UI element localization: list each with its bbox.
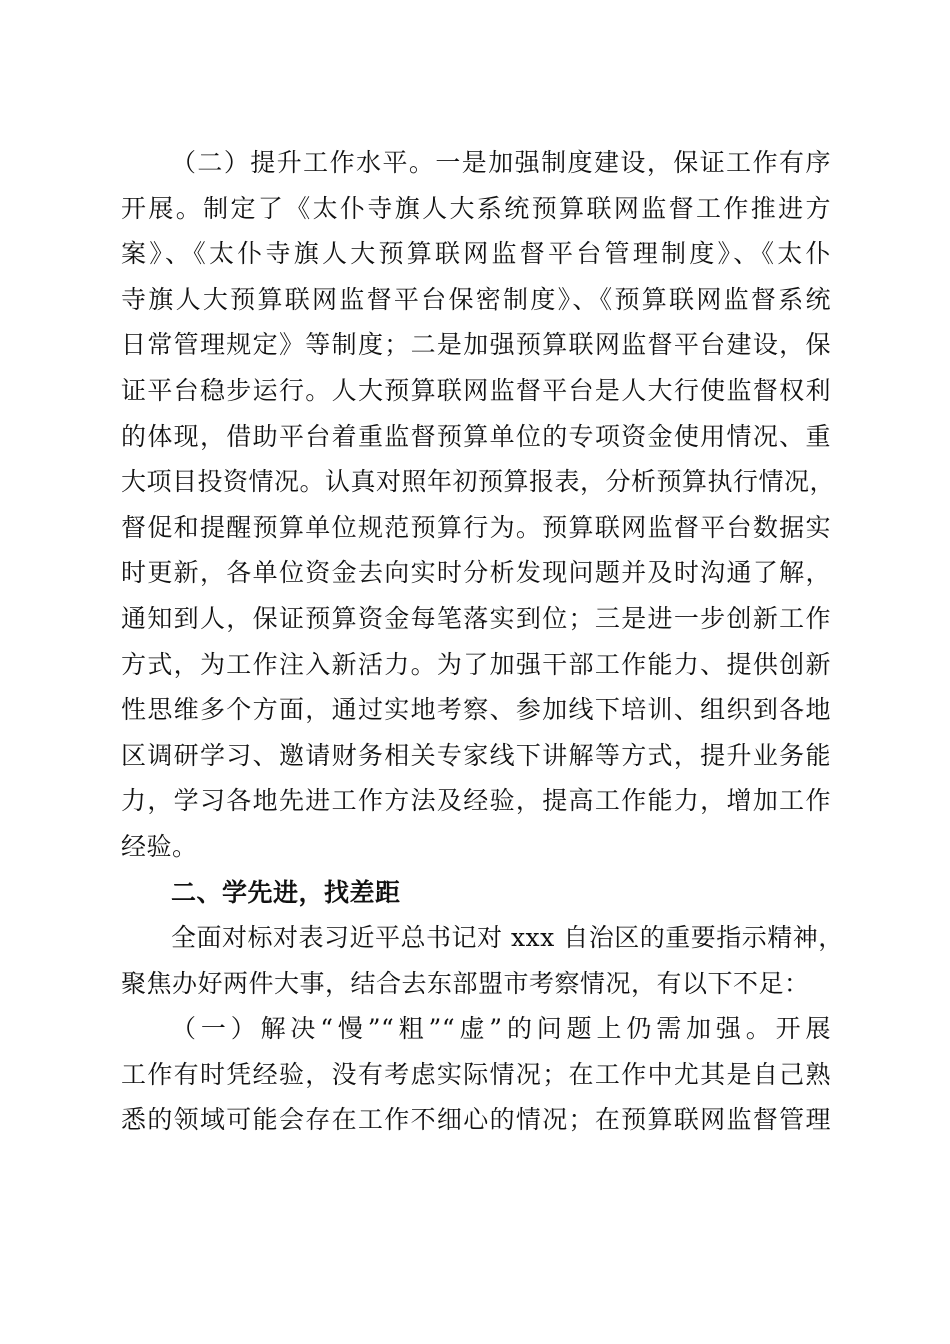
paragraph-line: 悉的领域可能会存在工作不细心的情况；在预算联网监督管理: [121, 1105, 831, 1135]
paragraph-line: 通知到人，保证预算资金每笔落实到位；三是进一步创新工作: [121, 603, 831, 633]
paragraph-benchmarking: [121, 915, 844, 1006]
paragraph-line: 性思维多个方面，通过实地考察、参加线下培训、组织到各地: [121, 695, 831, 725]
paragraph-line: 大项目投资情况。认真对照年初预算报表，分析预算执行情况，: [121, 467, 836, 497]
paragraph-line: 寺旗人大预算联网监督平台保密制度》、《预算联网监督系统: [121, 284, 831, 314]
paragraph-line: 的体现，借助平台着重监督预算单位的专项资金使用情况、重: [121, 421, 831, 451]
paragraph-line: 开展。制定了《太仆寺旗人大系统预算联网监督工作推进方: [121, 193, 831, 223]
paragraph-line: 经验。: [121, 831, 198, 861]
paragraph-line: （二）提升工作水平。一是加强制度建设，保证工作有序: [171, 148, 831, 177]
paragraph-line: 案》、《太仆寺旗人大预算联网监督平台管理制度》、《太仆: [121, 239, 831, 269]
paragraph-line: 全面对标对表习近平总书记对 xxx 自治区的重要指示精神，: [171, 923, 844, 953]
paragraph-line: 证平台稳步运行。人大预算联网监督平台是人大行使监督权利: [121, 375, 831, 405]
document-body: [121, 140, 844, 1143]
paragraph-line: 日常管理规定》等制度；二是加强预算联网监督平台建设，保: [121, 330, 831, 360]
paragraph-improve-work-level: [121, 140, 836, 870]
paragraph-line: 聚焦办好两件大事，结合去东部盟市考察情况，有以下不足：: [121, 968, 810, 998]
paragraph-line: 工作有时凭经验，没有考虑实际情况；在工作中尤其是自己熟: [121, 1059, 831, 1089]
paragraph-line: （一）解决“慢”“粗”“虚”的问题上仍需加强。开展: [171, 1014, 831, 1044]
paragraph-line: 督促和提醒预算单位规范预算行为。预算联网监督平台数据实: [121, 512, 831, 542]
paragraph-line: 力，学习各地先进工作方法及经验，提高工作能力，增加工作: [121, 786, 831, 816]
paragraph-shortcomings: [121, 1006, 831, 1143]
paragraph-line: 方式，为工作注入新活力。为了加强干部工作能力、提供创新: [121, 649, 831, 679]
section-heading-learn-from-advanced: 二、学先进，找差距: [171, 877, 401, 907]
paragraph-line: 时更新，各单位资金去向实时分析发现问题并及时沟通了解，: [121, 558, 831, 588]
paragraph-line: 区调研学习、邀请财务相关专家线下讲解等方式，提升业务能: [121, 740, 831, 770]
